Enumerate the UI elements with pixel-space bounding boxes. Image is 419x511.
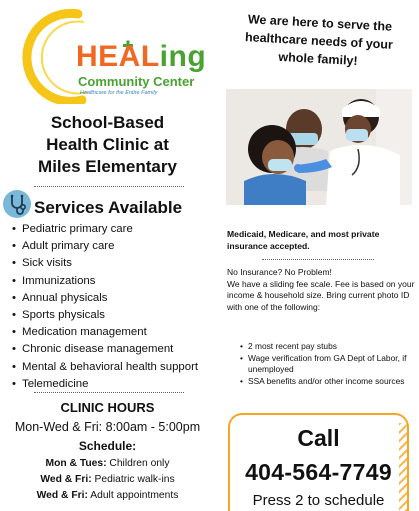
hours-title: CLINIC HOURS [60, 400, 155, 415]
schedule-row [0, 474, 215, 485]
list-item: • Sports physicals [12, 307, 198, 324]
logo-subtitle: Community Center [78, 74, 195, 89]
schedule-days: Wed & Fri: [40, 474, 92, 485]
clinic-title-line2: Health Clinic at [46, 135, 169, 154]
insurance-accepted: Medicaid, Medicare, and most private insurance accepted. [227, 229, 380, 251]
clinic-title-line1: School-Based [50, 113, 165, 132]
hours-line: Mon-Wed & Fri: 8:00am - 5:00pm [14, 420, 201, 434]
schedule-desc: Pediatric walk-ins [94, 474, 175, 485]
schedule-row [0, 490, 215, 501]
divider [34, 392, 184, 393]
list-item: • Sick visits [12, 255, 198, 272]
services-title: Services Available [34, 198, 183, 217]
schedule-days: Mon & Tues: [45, 458, 107, 469]
schedule-days: Wed & Fri: [36, 490, 88, 501]
sliding-scale-text: We have a sliding fee scale. Fee is based on your income & household size. Bring current photo ID with one of the following: [227, 278, 415, 312]
tagline-line3: whole family! [278, 49, 358, 69]
list-item: • Mental & behavioral health support [12, 359, 198, 376]
schedule-row [0, 458, 215, 469]
services-list [12, 221, 198, 393]
schedule-desc: Children only [109, 458, 170, 469]
list-item: • Immunizations [12, 273, 198, 290]
logo-wordmark [76, 40, 206, 74]
list-item: • Medication management [12, 324, 198, 341]
clinic-title-line3: Miles Elementary [38, 157, 177, 176]
list-item: • Pediatric primary care [12, 221, 198, 238]
schedule-title: Schedule: [78, 439, 137, 453]
list-item: • Wage verification from GA Dept of Labor, if unemployed [240, 353, 415, 376]
logo-ing-text: ing [159, 40, 207, 73]
logo-heal-text: HEAL [76, 40, 160, 73]
list-item: • 2 most recent pay stubs [240, 341, 415, 353]
list-item: • Annual physicals [12, 290, 198, 307]
press-instruction: Press 2 to schedule [252, 492, 385, 509]
divider [262, 259, 374, 260]
tagline-line1: We are here to serve the [247, 12, 393, 34]
clinic-title [0, 112, 215, 178]
phone-number[interactable]: 404-564-7749 [245, 459, 392, 485]
logo-tagline: Healthcare for the Entire Family [80, 90, 158, 96]
list-item: • Chronic disease management [12, 341, 198, 358]
required-docs-list [240, 341, 415, 387]
stethoscope-icon [3, 190, 31, 218]
list-item: • SSA benefits and/or other income sources [240, 376, 415, 388]
list-item: • Adult primary care [12, 238, 198, 255]
no-insurance-text: No Insurance? No Problem! [227, 267, 332, 277]
schedule-desc: Adult appointments [90, 490, 179, 501]
call-box [228, 413, 409, 511]
tagline [223, 9, 416, 73]
doctor-child-photo [226, 89, 412, 205]
divider [34, 186, 184, 187]
list-item: • Telemedicine [12, 376, 198, 393]
tagline-line2: healthcare needs of your [244, 30, 394, 52]
fee-info [227, 267, 415, 313]
call-label: Call [297, 425, 340, 451]
healing-logo [18, 8, 208, 104]
